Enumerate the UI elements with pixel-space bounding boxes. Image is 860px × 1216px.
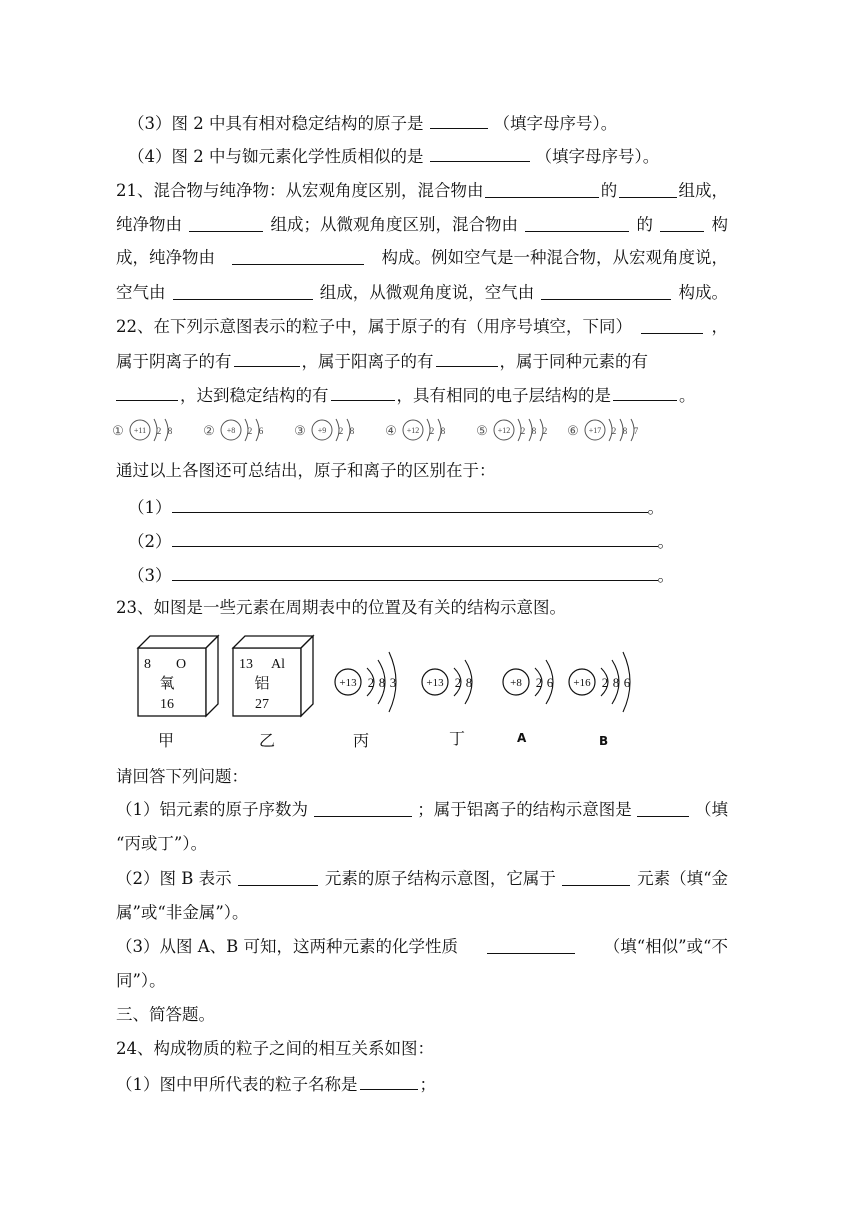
nucleus-charge: +8 [510, 677, 522, 689]
electron-count: 8 [349, 426, 355, 436]
element-symbol: O [176, 657, 187, 672]
electron-count: 8 [440, 426, 446, 436]
answer-blank[interactable] [331, 384, 395, 401]
periodic-table-cell [233, 636, 313, 716]
element-symbol: Al [271, 657, 285, 672]
electron-count: 2 [367, 675, 375, 690]
q23-figure [130, 628, 650, 724]
electron-count: 2 [156, 426, 162, 436]
particle-diagram [294, 419, 355, 441]
electron-count: 8 [465, 675, 473, 690]
answer-blank[interactable] [314, 800, 412, 817]
answer-blank[interactable] [485, 181, 599, 198]
q23-title: 23、如图是一些元素在周期表中的位置及有关的结构示意图。 [116, 598, 566, 617]
particle-number: ⑤ [476, 423, 488, 438]
caption-yi: 乙 [259, 731, 276, 750]
nucleus-charge: +12 [406, 426, 420, 435]
caption-a: A [517, 731, 527, 745]
atomic-structure-diagram [503, 660, 554, 704]
q23-item3: （3）从图 A、B 可知，这两种元素的化学性质 （填“相似”或“不 [116, 937, 728, 956]
nucleus-charge: +12 [497, 426, 511, 435]
particle-number: ④ [385, 423, 397, 438]
electron-count: 8 [378, 675, 386, 690]
electron-count: 2 [611, 426, 617, 436]
answer-blank[interactable] [430, 112, 488, 129]
answer-line[interactable] [172, 530, 658, 547]
atomic-mass: 16 [160, 697, 174, 712]
electron-count: 8 [167, 426, 173, 436]
electron-count: 6 [258, 426, 264, 436]
electron-count: 6 [623, 675, 631, 690]
answer-blank[interactable] [619, 181, 677, 198]
q21-line1: 21、混合物与纯净物：从宏观角度区别，混合物由 的 组成， [116, 181, 728, 200]
particle-number: ① [112, 423, 124, 438]
answer-blank[interactable] [173, 283, 313, 300]
particle-diagram [112, 419, 173, 441]
particle-number: ② [203, 423, 215, 438]
q23-item3-cont: 同”）。 [116, 971, 166, 990]
q22-line3: ，达到稳定结构的有 ，具有相同的电子层结构的是 。 [116, 384, 696, 406]
atomic-number: 13 [239, 657, 253, 672]
atomic-structure-diagram [422, 660, 472, 704]
electron-count: 8 [612, 675, 620, 690]
section-title: 三、简答题。 [116, 1005, 215, 1024]
particle-diagrams-row [110, 414, 670, 448]
cell-side [206, 636, 218, 716]
answer-blank[interactable] [637, 800, 689, 817]
element-name: 氧 [159, 676, 175, 692]
particle-diagram [203, 419, 264, 441]
answer-line[interactable] [172, 564, 658, 581]
nucleus-charge: +16 [573, 677, 591, 689]
answer-blank[interactable] [189, 215, 263, 232]
particle-diagram [567, 419, 639, 441]
nucleus-charge: +13 [426, 677, 444, 689]
answer-blank[interactable] [232, 248, 364, 265]
caption-bing: 丙 [353, 731, 370, 750]
electron-count: 2 [520, 426, 526, 436]
q22-line2: 属于阴离子的有 ，属于阳离子的有 ，属于同种元素的有 [116, 352, 648, 371]
periodic-table-cell [138, 636, 218, 716]
answer-blank[interactable] [436, 350, 498, 367]
cell-top [138, 636, 218, 648]
electron-count: 3 [389, 675, 397, 690]
answer-blank[interactable] [234, 350, 300, 367]
q20-item4: （4）图 2 中与铷元素化学性质相似的是 （填字母序号）。 [128, 147, 660, 166]
atomic-structure-diagram [569, 652, 631, 712]
answer-blank[interactable] [238, 869, 318, 886]
q21-line2: 纯净物由 组成；从微观角度区别，混合物由 的 构 [116, 215, 728, 234]
nucleus-charge: +17 [588, 426, 602, 435]
electron-count: 7 [633, 426, 639, 436]
q21-line4: 空气由 组成，从微观角度说，空气由 构成。 [116, 283, 728, 302]
q23-item1-cont: “丙或丁”）。 [116, 834, 208, 853]
answer-blank[interactable] [525, 215, 629, 232]
q20-item3: （3）图 2 中具有相对稳定结构的原子是 （填字母序号）。 [128, 114, 618, 133]
particle-number: ⑥ [567, 423, 579, 438]
nucleus-charge: +11 [133, 426, 147, 435]
answer-blank[interactable] [360, 1073, 418, 1090]
element-name: 铝 [254, 676, 270, 692]
answer-blank[interactable] [660, 215, 704, 232]
answer-blank[interactable] [541, 283, 671, 300]
answer-blank[interactable] [613, 384, 677, 401]
q23-item2-cont: 属”或“非金属”）。 [116, 903, 249, 922]
q21-line3: 成，纯净物由 构成。例如空气是一种混合物，从宏观角度说， [116, 248, 728, 267]
q23-ask: 请回答下列问题： [116, 767, 248, 786]
electron-count: 2 [338, 426, 344, 436]
cell-side [301, 636, 313, 716]
particle-number: ③ [294, 423, 306, 438]
electron-count: 2 [247, 426, 253, 436]
electron-count: 6 [546, 675, 554, 690]
nucleus-charge: +8 [226, 426, 236, 435]
q23-item1: （1）铝元素的原子序数为 ；属于铝离子的结构示意图是 （填 [116, 800, 728, 819]
q24-item1: （1）图中甲所代表的粒子名称是 ； [116, 1075, 436, 1094]
q22-s3: （3） 。 [128, 566, 674, 585]
answer-blank[interactable] [562, 869, 630, 886]
atomic-mass: 27 [255, 697, 269, 712]
answer-blank[interactable] [487, 937, 575, 954]
answer-blank[interactable] [641, 317, 703, 334]
electron-count: 8 [622, 426, 628, 436]
particle-diagram [385, 419, 446, 441]
atomic-number: 8 [144, 657, 151, 672]
q22-line1: 22、在下列示意图表示的粒子中，属于原子的有（用序号填空，下同） ， [116, 317, 728, 336]
electron-count: 8 [531, 426, 537, 436]
answer-blank[interactable] [116, 384, 178, 401]
nucleus-charge: +9 [317, 426, 327, 435]
caption-b: B [599, 734, 609, 748]
cell-top [233, 636, 313, 648]
atomic-structure-diagram [335, 652, 396, 712]
caption-ding: 丁 [449, 729, 466, 748]
q23-item2: （2）图 B 表示 元素的原子结构示意图，它属于 元素（填“金 [116, 869, 728, 888]
electron-count: 2 [535, 675, 543, 690]
electron-count: 2 [454, 675, 462, 690]
q24-title: 24、构成物质的粒子之间的相互关系如图： [116, 1039, 434, 1058]
particle-diagram [476, 419, 547, 441]
electron-count: 2 [429, 426, 435, 436]
caption-jia: 甲 [158, 731, 175, 750]
electron-count: 2 [542, 426, 548, 436]
electron-count: 2 [601, 675, 609, 690]
q22-s1: （1） 。 [128, 498, 664, 517]
nucleus-charge: +13 [339, 677, 357, 689]
q22-s2: （2） 。 [128, 532, 674, 551]
answer-blank[interactable] [430, 145, 530, 162]
answer-line[interactable] [172, 496, 648, 513]
q22-summary: 通过以上各图还可总结出，原子和离子的区别在于： [116, 461, 496, 480]
